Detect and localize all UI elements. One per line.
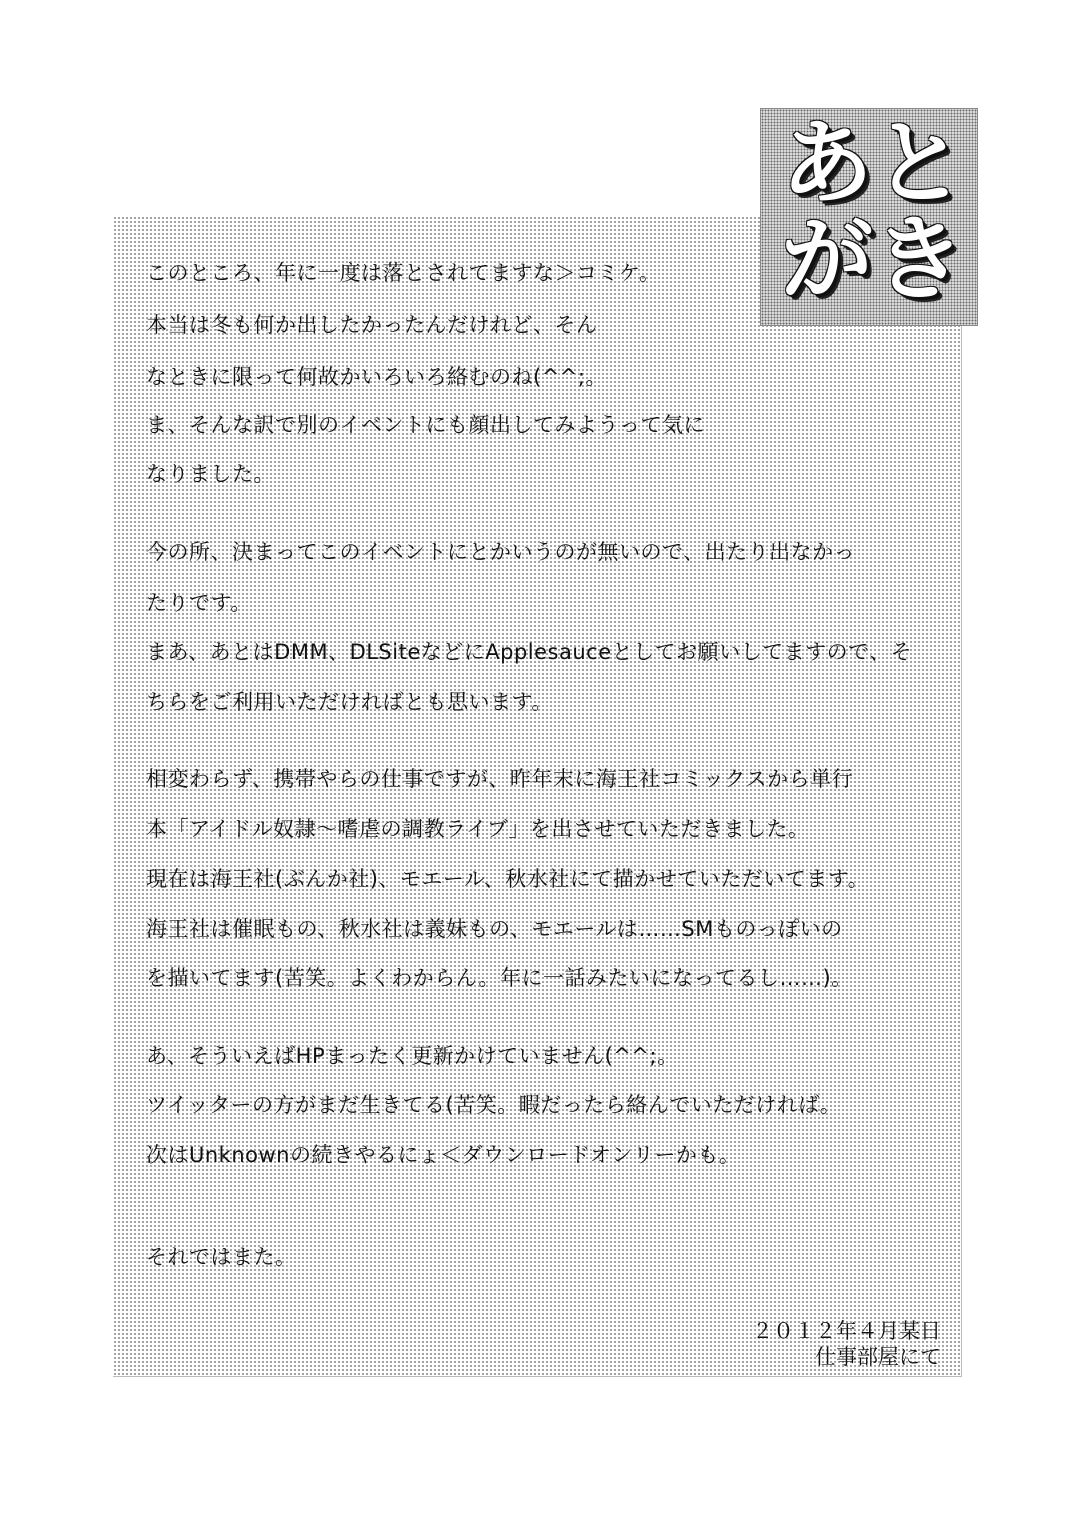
text-line: 海王社は催眠もの、秋水社は義妹もの、モエールは……SMものっぽいの — [146, 917, 843, 941]
text-line: ま、そんな訳で別のイベントにも顔出してみようって気に — [146, 413, 705, 437]
text-line: なりました。 — [146, 462, 275, 486]
title-char: が — [781, 205, 874, 313]
text-line: 現在は海王社(ぶんか社)、モエール、秋水社にて描かせていただいてます。 — [146, 867, 870, 891]
text-line: を描いてます(苦笑。よくわからん。年に一話みたいになってるし……)。 — [146, 966, 853, 990]
afterword-title-box — [760, 108, 978, 326]
text-line: 本「アイドル奴隷～嗜虐の調教ライブ」を出させていただきました。 — [146, 817, 810, 841]
title-char: あ — [781, 109, 874, 217]
text-line: まあ、あとはDMM、DLSiteなどにApplesauceとしてお願いしてますので、そ — [146, 640, 913, 664]
text-line: 相変わらず、携帯やらの仕事ですが、昨年末に海王社コミックスから単行 — [146, 767, 854, 791]
text-line: たりです。 — [146, 591, 252, 615]
title-char: き — [873, 205, 966, 313]
title-char: と — [873, 109, 966, 217]
text-line: あ、そういえばHPまったく更新かけていません(^^;。 — [146, 1044, 679, 1068]
signature-place: 仕事部屋にて — [815, 1345, 941, 1369]
text-line: 今の所、決まってこのイベントにとかいうのが無いので、出たり出なかっ — [146, 540, 856, 564]
text-line: ちらをご利用いただければとも思います。 — [146, 690, 553, 714]
text-line: 次はUnknownの続きやるにょ＜ダウンロードオンリーかも。 — [146, 1143, 741, 1167]
text-line: それではまた。 — [146, 1245, 297, 1269]
signature-date: ２０１２年４月某日 — [752, 1319, 941, 1343]
text-line: ツイッターの方がまだ生きてる(苦笑。暇だったら絡んでいただければ。 — [146, 1093, 842, 1117]
text-line: このところ、年に一度は落とされてますな＞コミケ。 — [146, 261, 661, 285]
text-line: なときに限って何故かいろいろ絡むのね(^^;。 — [146, 365, 607, 389]
text-line: 本当は冬も何か出したかったんだけれど、そん — [146, 313, 598, 337]
